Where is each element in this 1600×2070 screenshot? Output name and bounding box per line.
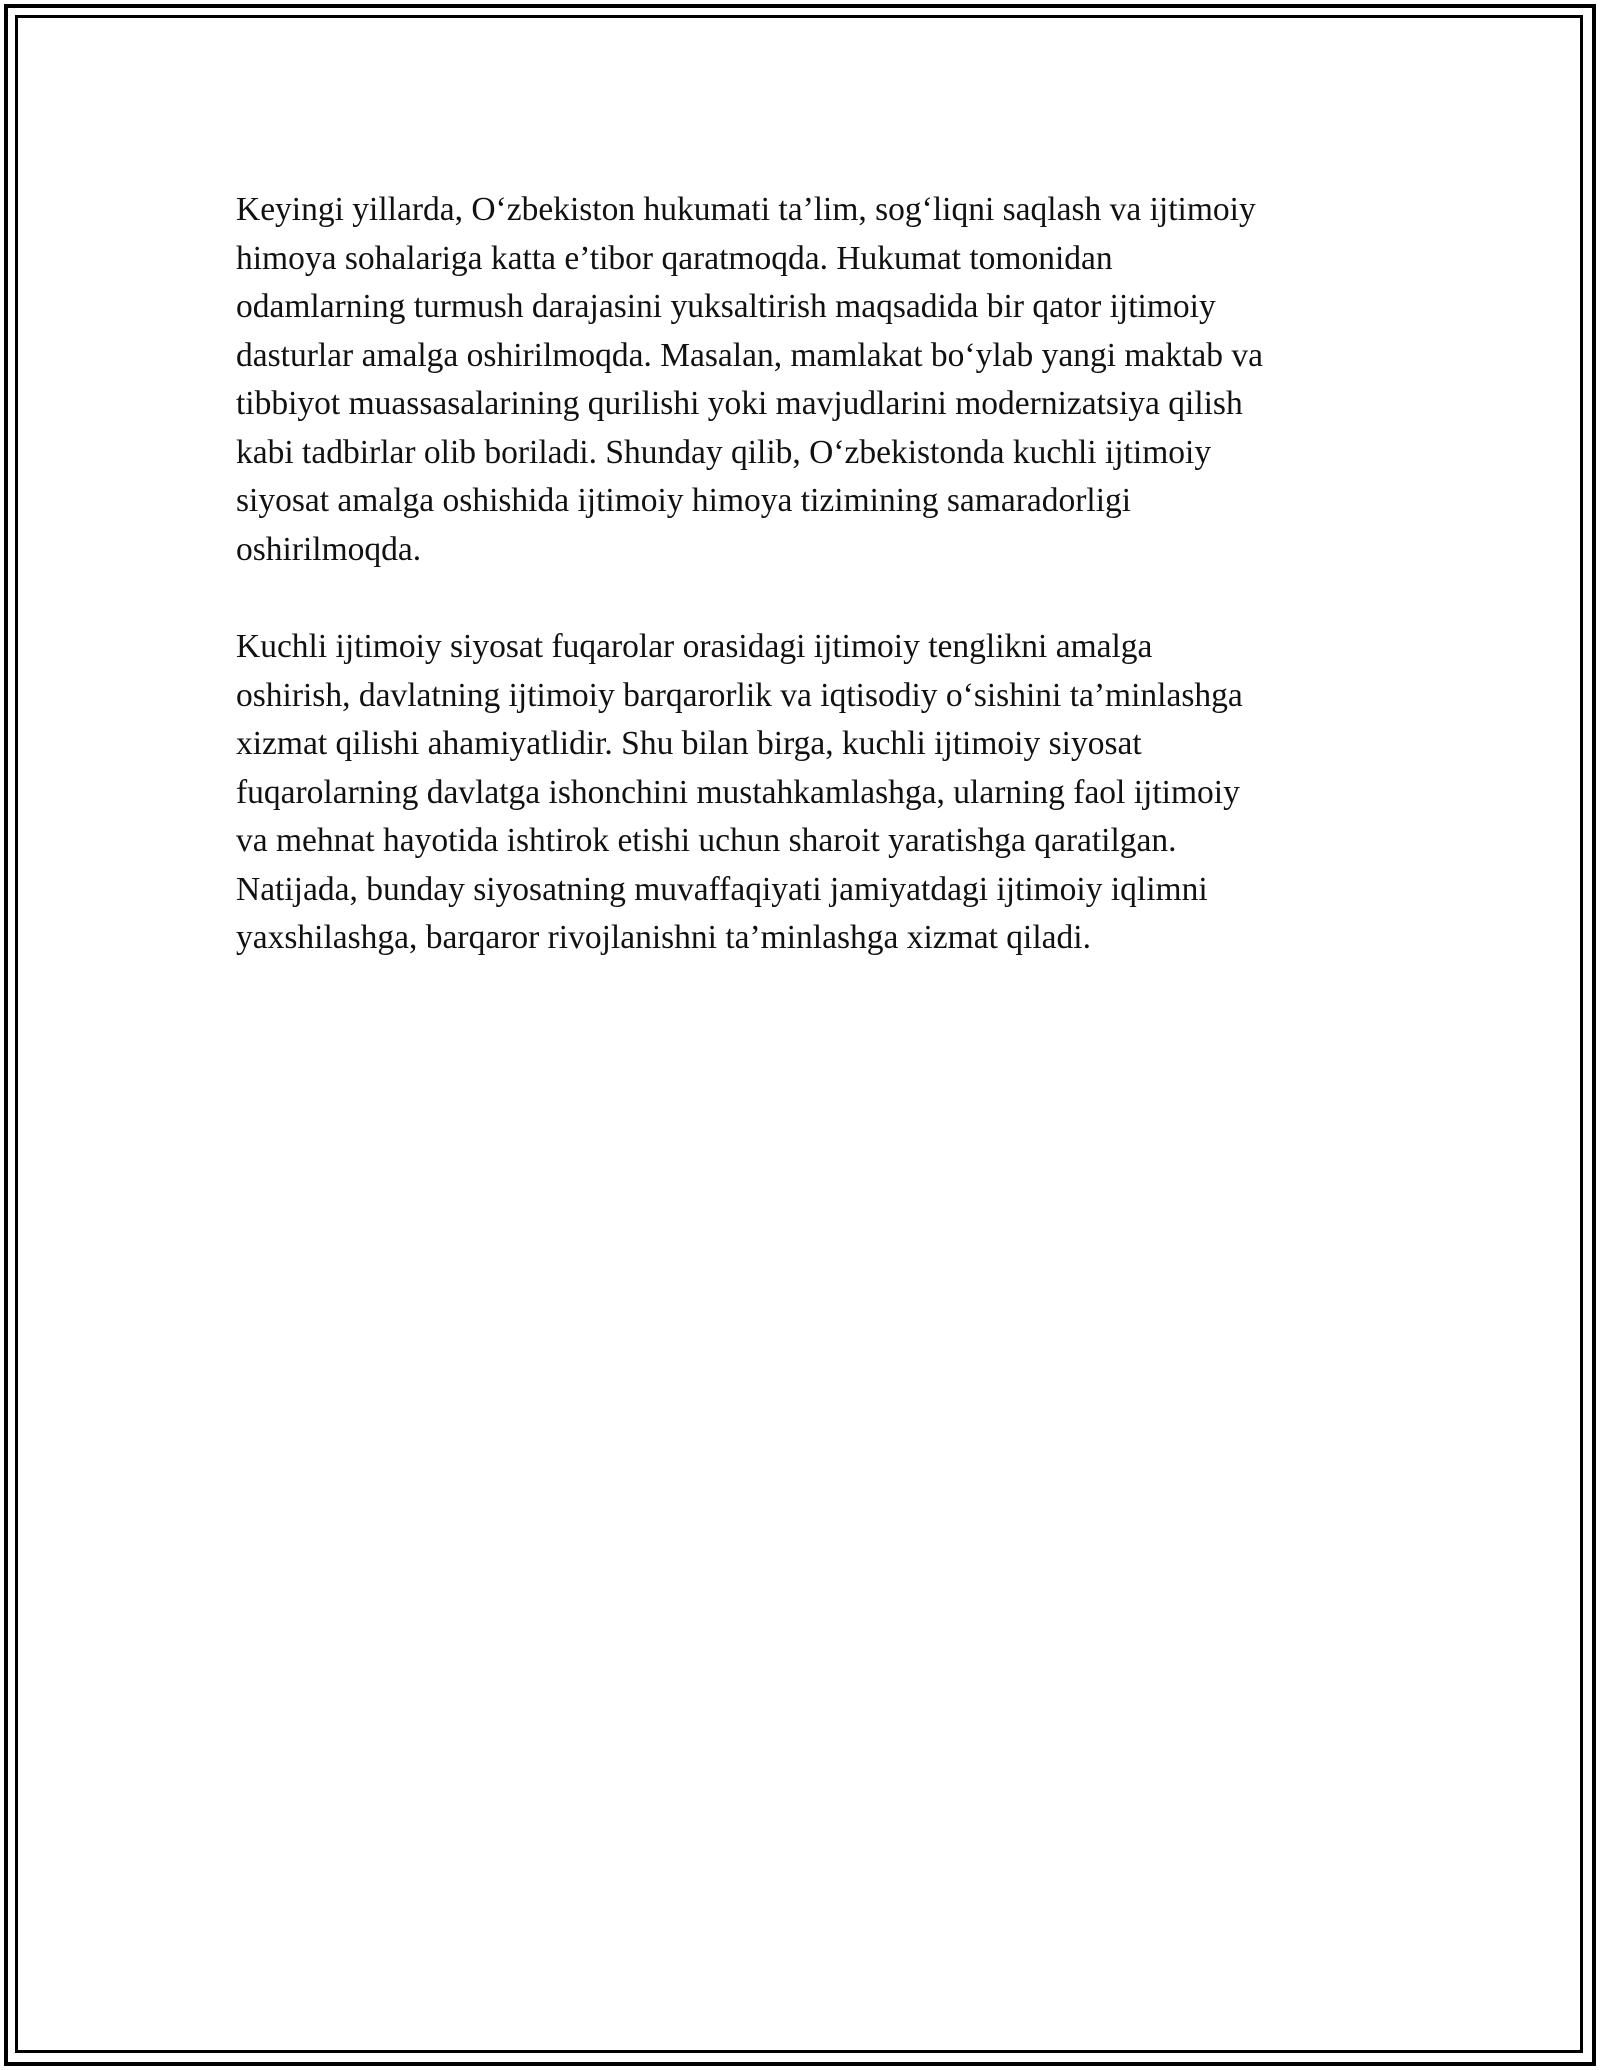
paragraph-line: Keyingi yillarda, O‘zbekiston hukumati ta’lim, sog‘liqni saqlash va ijtimoiy <box>236 191 1256 228</box>
paragraph-line: siyosat amalga oshishida ijtimoiy himoya tizimining samaradorligi <box>236 482 1132 519</box>
paragraph-line: Natijada, bunday siyosatning muvaffaqiyati jamiyatdagi ijtimoiy iqlimni <box>236 870 1208 908</box>
paragraph-line: va mehnat hayotida ishtirok etishi uchun sharoit yaratishga qaratilgan. <box>236 822 1177 859</box>
paragraph-line: fuqarolarning davlatga ishonchini mustahkamlashga, ularning faol ijtimoiy <box>236 773 1240 811</box>
paragraph-line: Kuchli ijtimoiy siyosat fuqarolar orasidagi ijtimoiy tenglikni amalga <box>236 628 1153 665</box>
document-body <box>236 186 1366 1012</box>
paragraph-line: oshirish, davlatning ijtimoiy barqarorlik va iqtisodiy o‘sishini ta’minlashga <box>236 676 1243 714</box>
paragraph-line: tibbiyot muassasalarining qurilishi yoki mavjudlarini modernizatsiya qilish <box>236 385 1243 422</box>
paragraph-line: oshirilmoqda. <box>236 530 422 568</box>
paragraph-line: himoya sohalariga katta e’tibor qaratmoqda. Hukumat tomonidan <box>236 239 1113 277</box>
paragraph-line: kabi tadbirlar olib boriladi. Shunday qilib, O‘zbekistonda kuchli ijtimoiy <box>236 433 1212 471</box>
paragraph-2 <box>236 623 1366 963</box>
paragraph-1 <box>236 186 1366 574</box>
paragraph-line: odamlarning turmush darajasini yuksaltirish maqsadida bir qator ijtimoiy <box>236 288 1216 325</box>
paragraph-line: yaxshilashga, barqaror rivojlanishni ta’minlashga xizmat qiladi. <box>236 919 1091 956</box>
paragraph-line: xizmat qilishi ahamiyatlidir. Shu bilan birga, kuchli ijtimoiy siyosat <box>236 725 1142 762</box>
paragraph-line: dasturlar amalga oshirilmoqda. Masalan, mamlakat bo‘ylab yangi maktab va <box>236 336 1264 374</box>
